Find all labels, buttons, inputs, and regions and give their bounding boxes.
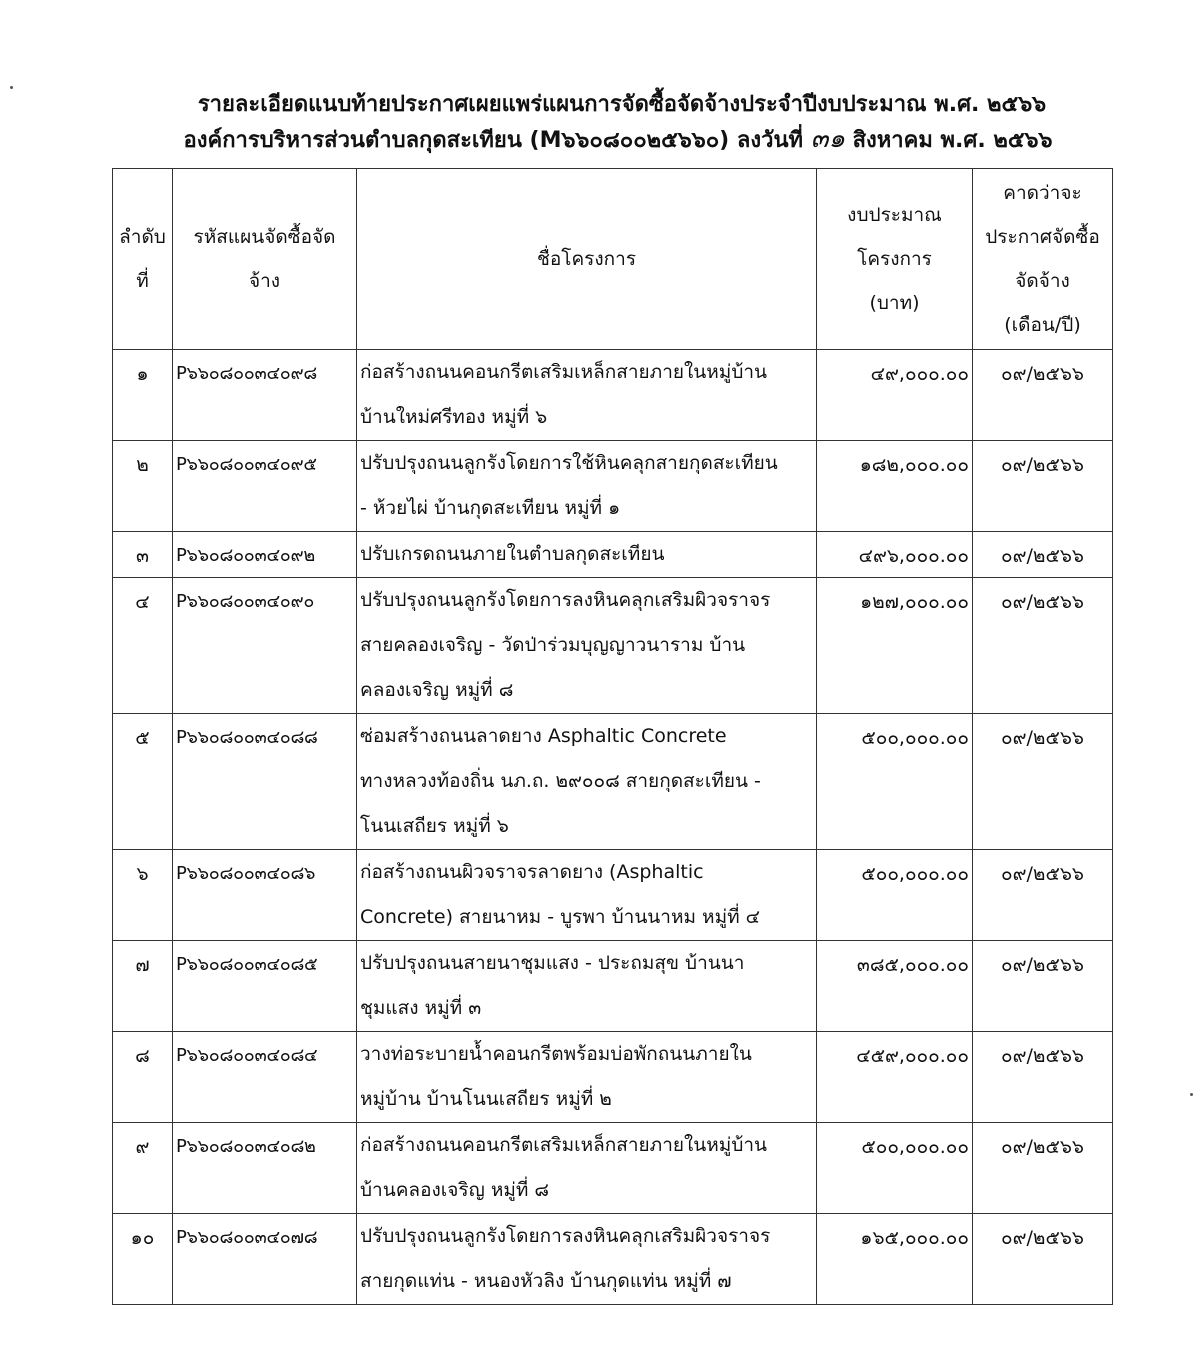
project-budget: ๕๐๐,๐๐๐.๐๐ <box>817 1123 973 1214</box>
plan-code: P๖๖๐๘๐๐๓๔๐๙๕ <box>173 441 357 532</box>
row-number: ๒ <box>113 441 173 532</box>
project-name-line: ก่อสร้างถนนผิวจราจรลาดยาง (Asphaltic <box>360 861 704 883</box>
plan-code: P๖๖๐๘๐๐๓๔๐๘๖ <box>173 850 357 941</box>
expected-date: ๐๙/๒๕๖๖ <box>973 941 1113 1032</box>
expected-date: ๐๙/๒๕๖๖ <box>973 1123 1113 1214</box>
project-name-line: - ห้วยไผ่ บ้านกุดสะเทียน หมู่ที่ ๑ <box>360 497 621 519</box>
title-suffix: สิงหาคม พ.ศ. ๒๕๖๖ <box>852 128 1053 153</box>
table-row <box>113 850 1113 941</box>
project-name-line: ปรับเกรดถนนภายในตำบลกุดสะเทียน <box>360 543 665 565</box>
expected-date: ๐๙/๒๕๖๖ <box>973 850 1113 941</box>
expected-date: ๐๙/๒๕๖๖ <box>973 1214 1113 1305</box>
table-row <box>113 350 1113 441</box>
expected-date: ๐๙/๒๕๖๖ <box>973 578 1113 714</box>
project-name-line: ซ่อมสร้างถนนลาดยาง Asphaltic Concrete <box>360 725 727 747</box>
row-number: ๑๐ <box>113 1214 173 1305</box>
plan-code: P๖๖๐๘๐๐๓๔๐๘๘ <box>173 714 357 850</box>
table-row <box>113 1123 1113 1214</box>
project-name <box>357 714 817 850</box>
project-name-line: ชุมแสง หมู่ที่ ๓ <box>360 997 482 1019</box>
project-name-line: บ้านคลองเจริญ หมู่ที่ ๘ <box>360 1179 550 1201</box>
document-title-line1: รายละเอียดแนบท้ายประกาศเผยแพร่แผนการจัดซื้อจัดจ้างประจำปีงบประมาณ พ.ศ. ๒๕๖๖ <box>197 92 1047 117</box>
procurement-plan-table <box>112 168 1113 1305</box>
project-name-line: บ้านใหม่ศรีทอง หมู่ที่ ๖ <box>360 406 548 428</box>
project-name-line: ปรับปรุงถนนลูกรังโดยการลงหินคลุกเสริมผิวจราจร <box>360 1225 771 1247</box>
project-name-line: ทางหลวงท้องถิ่น นภ.ถ. ๒๙๐๐๘ สายกุดสะเทียน - <box>360 770 761 792</box>
row-number: ๘ <box>113 1032 173 1123</box>
project-name-line: ก่อสร้างถนนคอนกรีตเสริมเหล็กสายภายในหมู่บ้าน <box>360 361 768 383</box>
project-name-line: วางท่อระบายน้ำคอนกรีตพร้อมบ่อพักถนนภายใน <box>360 1043 752 1065</box>
header-expected-date: คาดว่าจะ ประกาศจัดซื้อ จัดจ้าง (เดือน/ปี) <box>973 169 1113 350</box>
project-name <box>357 1214 817 1305</box>
project-name-line: ปรับปรุงถนนลูกรังโดยการลงหินคลุกเสริมผิวจราจร <box>360 589 771 611</box>
scan-speck <box>10 86 13 89</box>
row-number: ๓ <box>113 532 173 578</box>
row-number: ๙ <box>113 1123 173 1214</box>
table-row <box>113 941 1113 1032</box>
project-budget: ๑๒๗,๐๐๐.๐๐ <box>817 578 973 714</box>
project-budget: ๕๐๐,๐๐๐.๐๐ <box>817 850 973 941</box>
scan-speck <box>1190 1093 1193 1096</box>
project-name-line: โนนเสถียร หมู่ที่ ๖ <box>360 815 509 837</box>
header-project-name: ชื่อโครงการ <box>357 169 817 350</box>
table-row <box>113 714 1113 850</box>
project-name-line: ก่อสร้างถนนคอนกรีตเสริมเหล็กสายภายในหมู่บ้าน <box>360 1134 768 1156</box>
project-name-line: ปรับปรุงถนนสายนาชุมแสง - ประถมสุข บ้านนา <box>360 952 745 974</box>
expected-date: ๐๙/๒๕๖๖ <box>973 714 1113 850</box>
project-name-line: หมู่บ้าน บ้านโนนเสถียร หมู่ที่ ๒ <box>360 1088 612 1110</box>
project-budget: ๔๕๙,๐๐๐.๐๐ <box>817 1032 973 1123</box>
project-name-line: สายกุดแท่น - หนองหัวลิง บ้านกุดแท่น หมู่ที่ ๗ <box>360 1270 732 1292</box>
project-budget: ๕๐๐,๐๐๐.๐๐ <box>817 714 973 850</box>
table-row <box>113 1214 1113 1305</box>
project-budget: ๑๘๒,๐๐๐.๐๐ <box>817 441 973 532</box>
expected-date: ๐๙/๒๕๖๖ <box>973 441 1113 532</box>
plan-code: P๖๖๐๘๐๐๓๔๐๙๒ <box>173 532 357 578</box>
table-row <box>113 532 1113 578</box>
handwritten-day: ๓๑ <box>810 124 845 154</box>
plan-code: P๖๖๐๘๐๐๓๔๐๙๐ <box>173 578 357 714</box>
table-row <box>113 1032 1113 1123</box>
project-name <box>357 578 817 714</box>
document-title-line2 <box>20 118 1196 159</box>
project-name <box>357 350 817 441</box>
plan-code: P๖๖๐๘๐๐๓๔๐๗๘ <box>173 1214 357 1305</box>
plan-code: P๖๖๐๘๐๐๓๔๐๘๕ <box>173 941 357 1032</box>
project-name-line: Concrete) สายนาหม - บูรพา บ้านนาหม หมู่ที่ ๔ <box>360 906 761 928</box>
project-name <box>357 1032 817 1123</box>
expected-date: ๐๙/๒๕๖๖ <box>973 1032 1113 1123</box>
row-number: ๗ <box>113 941 173 1032</box>
table-row <box>113 578 1113 714</box>
project-name-line: คลองเจริญ หมู่ที่ ๘ <box>360 679 514 701</box>
project-budget: ๔๙,๐๐๐.๐๐ <box>817 350 973 441</box>
project-name <box>357 532 817 578</box>
expected-date: ๐๙/๒๕๖๖ <box>973 350 1113 441</box>
project-name <box>357 441 817 532</box>
project-name-line: ปรับปรุงถนนลูกรังโดยการใช้หินคลุกสายกุดสะเทียน <box>360 452 778 474</box>
row-number: ๑ <box>113 350 173 441</box>
title-prefix: องค์การบริหารส่วนตำบลกุดสะเทียน (M๖๖๐๘๐๐๒๕๖๖๐) ลงวันที่ <box>183 128 803 153</box>
header-budget: งบประมาณ โครงการ (บาท) <box>817 169 973 350</box>
row-number: ๖ <box>113 850 173 941</box>
project-name <box>357 941 817 1032</box>
project-name-line: สายคลองเจริญ - วัดป่าร่วมบุญญาวนาราม บ้าน <box>360 634 746 656</box>
expected-date: ๐๙/๒๕๖๖ <box>973 532 1113 578</box>
project-budget: ๑๖๕,๐๐๐.๐๐ <box>817 1214 973 1305</box>
row-number: ๕ <box>113 714 173 850</box>
table-row <box>113 441 1113 532</box>
plan-code: P๖๖๐๘๐๐๓๔๐๙๘ <box>173 350 357 441</box>
project-name <box>357 1123 817 1214</box>
project-budget: ๓๘๕,๐๐๐.๐๐ <box>817 941 973 1032</box>
project-budget: ๔๙๖,๐๐๐.๐๐ <box>817 532 973 578</box>
header-code: รหัสแผนจัดซื้อจัด จ้าง <box>173 169 357 350</box>
table-header-row <box>113 169 1113 350</box>
project-name <box>357 850 817 941</box>
plan-code: P๖๖๐๘๐๐๓๔๐๘๔ <box>173 1032 357 1123</box>
plan-code: P๖๖๐๘๐๐๓๔๐๘๒ <box>173 1123 357 1214</box>
row-number: ๔ <box>113 578 173 714</box>
header-no: ลำดับ ที่ <box>113 169 173 350</box>
